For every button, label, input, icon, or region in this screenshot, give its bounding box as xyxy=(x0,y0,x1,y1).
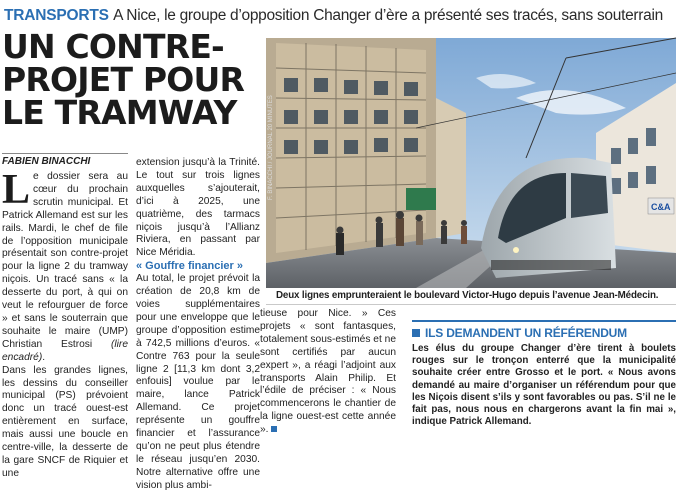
storefront-sign: C&A xyxy=(651,202,671,212)
byline: FABIEN BINACCHI xyxy=(2,153,128,167)
article-column-1 xyxy=(2,167,128,479)
referendum-sidebar xyxy=(412,320,676,426)
tram-street-photo xyxy=(266,38,676,288)
encadre-reference: (lire encadré) xyxy=(2,338,128,363)
kicker xyxy=(4,6,676,26)
sidebar-body: Les élus du groupe Changer d’ère tirent à boulets rouges sur le tronçon enterré que la municipalité souhaite créer entre Grosso et le port. « Nous avons demandé au maire d’organiser un référendum pour que les Niçois disent s’ils y sont favorables ou pas. S’il ne le fait pas, nous nous en chargerons avant la fin mai », indique Patrick Allemand. xyxy=(412,343,676,428)
dropcap: L xyxy=(2,167,31,213)
headline xyxy=(2,27,260,132)
headline-line-1: UN CONTRE- xyxy=(2,27,224,66)
article-column-3 xyxy=(260,308,396,436)
article-column-2 xyxy=(136,157,260,491)
headline-line-2: PROJET POUR xyxy=(2,60,245,99)
subhead: « Gouffre financier » xyxy=(136,260,243,273)
article-photo xyxy=(266,38,676,288)
photo-credit: F. BINACCHI / JOURNAL 20 MINUTES xyxy=(268,95,274,200)
kicker-text: A Nice, le groupe d’opposition Changer d’ère a présenté ses tracés, sans souterrain xyxy=(113,7,663,24)
paragraph xyxy=(2,167,128,365)
sidebar-title-text: ILS DEMANDENT UN RÉFÉRENDUM xyxy=(425,326,627,340)
square-bullet-icon xyxy=(412,329,420,337)
paragraph: Au total, le projet prévoit la création de 20,8 km de voies supplémentaires pour une enveloppe que le groupe d’opposition estime à 742,5 millions d’euros. « Contre 763 pour la seule ligne 2 [11,3 km dont 3,2 enfouis] voulue par le maire, lance Patrick Allemand. Ce projet représente un gouffre financier et l’assurance qu’on ne peut plus étendre le réseau jusqu’en 2030. Notre alternative offre une vision plus ambi- xyxy=(136,273,260,491)
paragraph-end: . xyxy=(42,351,46,363)
kicker-label: TRANSPORTS xyxy=(4,7,109,24)
end-mark-icon xyxy=(271,426,277,432)
photo-caption: Deux lignes emprunteraient le boulevard Victor-Hugo depuis l’avenue Jean-Médecin. xyxy=(266,290,676,305)
headline-line-3: LE TRAMWAY xyxy=(2,93,237,132)
paragraph-text: tieuse pour Nice. » Ces projets « sont fantasques, totalement sous-estimés et ne sont certifiés par aucun expert », a réagi l’adjoint aux transports Alain Philip. Et l’édile de préciser : « Nous commencerons le chantier de la ligne ouest-est cette année ». xyxy=(260,308,396,436)
paragraph: Dans les grandes lignes, les dessins du conseiller municipal (PS) prévoient donc un tracé ouest-est entièrement en surface, mais aussi une boucle en centre-ville, la desserte de la gare SNCF de Riquier et une xyxy=(2,364,128,479)
sidebar-title xyxy=(412,326,676,340)
paragraph-text: e dossier sera au cœur du prochain scrutin municipal. Et Patrick Allemand est sur les rails. Mardi, le chef de file de l’opposition municipale présentait son contre-projet pour la ligne 2 du tramway niçois. Un tracé sans « la desserte du port, à qui on veut le refourguer de force » et sans le souterrain que souhaite le maire (UMP) Christian Estrosi xyxy=(2,171,128,350)
paragraph: extension jusqu’à la Trinité. Le tout sur trois lignes auxquelles s’ajouterait, d’ici à 2025, une quatrième, des tarmacs niçois jusqu’à l’Allianz Riviera, en passant par Nice Méridia. xyxy=(136,157,260,259)
paragraph xyxy=(260,308,396,437)
